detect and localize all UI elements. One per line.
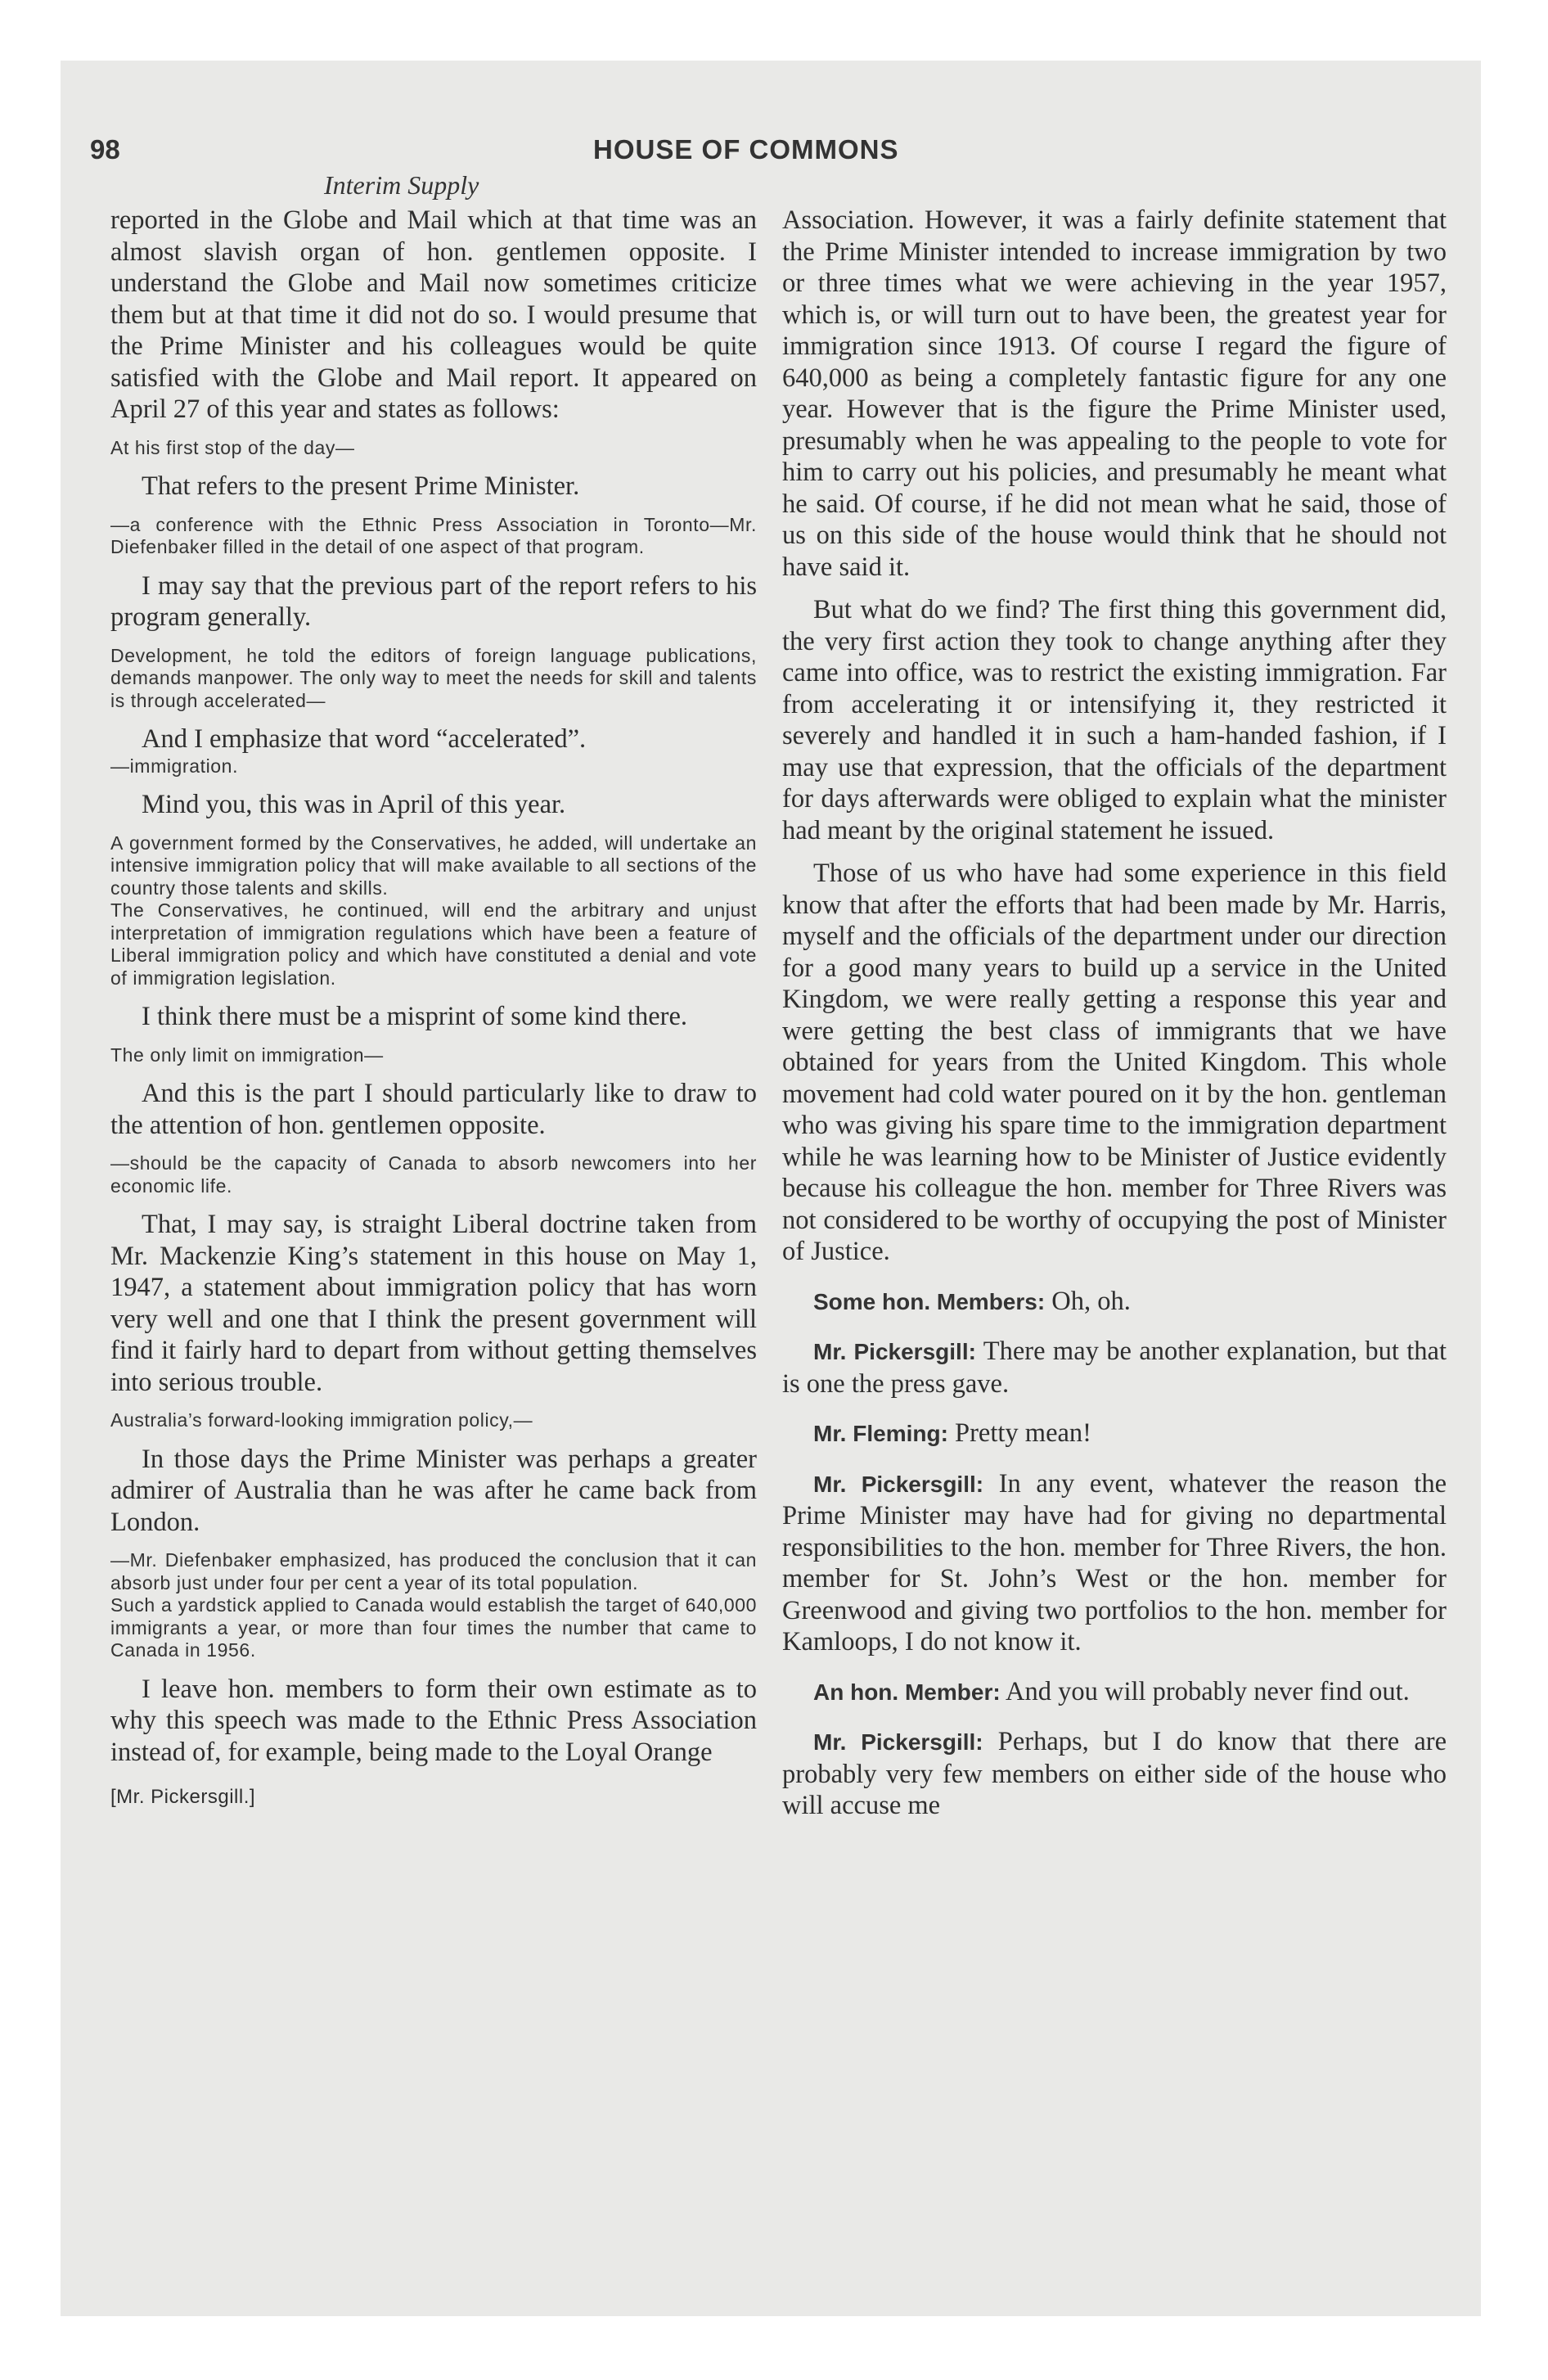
paragraph: I may say that the previous part of the report refers to his program generally. — [110, 570, 757, 632]
quotation: Such a yardstick applied to Canada would establish the target of 640,000 immigrants a year, or more than four times the number that came to Canada in 1956. — [110, 1594, 757, 1661]
quotation: —Mr. Diefenbaker emphasized, has produced the conclusion that it can absorb just under four per cent a year of its total population. — [110, 1549, 757, 1593]
speech-entry — [782, 1726, 1447, 1822]
section-subhead: Interim Supply — [324, 170, 479, 200]
speech-entry — [782, 1286, 1447, 1318]
paragraph: In those days the Prime Minister was perhaps a greater admirer of Australia than he was after he came back from London. — [110, 1444, 757, 1537]
page-number: 98 — [90, 134, 120, 165]
paragraph: I think there must be a misprint of some kind there. — [142, 1002, 688, 1031]
speaker-name: Mr. Pickersgill: — [813, 1339, 976, 1364]
speech-text: Oh, oh. — [1045, 1286, 1131, 1316]
left-column — [110, 205, 757, 1809]
speaker-name: Mr. Pickersgill: — [813, 1471, 984, 1497]
speech-text: Pretty mean! — [947, 1418, 1091, 1448]
quotation: A government formed by the Conservatives, he added, will undertake an intensive immigration policy that will make available to all sections of the country those talents and skills. — [110, 832, 757, 899]
quotation: The only limit on immigration— — [110, 1044, 384, 1066]
paragraph: I leave hon. members to form their own estimate as to why this speech was made to the Ethnic Press Association instead of, for example, being made to the Loyal Orange — [110, 1674, 757, 1767]
right-column — [782, 205, 1447, 1822]
paragraph: Those of us who have had some experience in this field know that after the efforts that had been made by Mr. Harris, myself and the officials of the department under our direction for a good many years to build up a service in the United Kingdom, we were really getting a response this year and were getting the best class of immigrants that we have obtained for years from the United Kingdom. This whole movement had cold water poured on it by the hon. gentleman who was giving his spare time to the immigration department while he was learning how to be Minister of Justice evidently because his colleague the hon. member for Three Rivers was not considered to be worthy of occupying the post of Minister of Justice. — [782, 859, 1447, 1266]
speech-text: There may be another explanation, but that is one the press gave. — [782, 1336, 1447, 1399]
speech-entry — [782, 1336, 1447, 1400]
speech-text: Perhaps, but I do know that there are probably very few members on either side of the house who will accuse me — [782, 1727, 1447, 1820]
speech-text: In any event, whatever the reason the Prime Minister may have had for giving no departmental responsibilities to the hon. member for Three Rivers, the hon. member for St. John’s West or the hon. member for Greenwood and giving two portfolios to the hon. member for Kamloops, I do not know it. — [782, 1468, 1447, 1657]
quotation: At his first stop of the day— — [110, 436, 355, 458]
speech-entry — [782, 1676, 1447, 1709]
quotation: —immigration. — [110, 755, 239, 777]
paragraph: That, I may say, is straight Liberal doctrine taken from Mr. Mackenzie King’s statement in this house on May 1, 1947, a statement about immigration policy that has worn very well and one that I think the present government will find it fairly hard to depart from without getting themselves into serious trouble. — [110, 1210, 757, 1397]
quotation: Development, he told the editors of foreign language publications, demands manpower. The only way to meet the needs for skill and talents is through accelerated— — [110, 644, 757, 711]
speaker-name: Some hon. Members: — [813, 1288, 1046, 1314]
paragraph: But what do we find? The first thing this government did, the very first action they took to change anything after they came into office, was to restrict the existing immigration. Far from accelerating it or intensifying it, they restricted it severely and handled it in such a ham-handed fashion, if I may use that expression, that the officials of the department for days afterwards were obliged to explain what the minister had meant by the original statement he issued. — [782, 595, 1447, 845]
quotation: Australia’s forward-looking immigration policy,— — [110, 1409, 533, 1431]
speech-entry — [782, 1468, 1447, 1658]
speech-text: And you will probably never find out. — [1000, 1676, 1410, 1706]
speaker-footer: [Mr. Pickersgill.] — [110, 1786, 256, 1808]
running-head: HOUSE OF COMMONS — [593, 134, 899, 165]
paragraph: That refers to the present Prime Minister. — [142, 471, 580, 501]
paragraph: Association. However, it was a fairly definite statement that the Prime Minister intended to increase immigration by two or three times what we were achieving in the year 1957, which is, or will turn out to have been, the greatest year for immigration since 1913. Of course I regard the figure of 640,000 as being a completely fantastic figure for any one year. However that is the figure the Prime Minister used, presumably when he was appealing to the people to vote for him to carry out his policies, and presumably he meant what he said. Of course, if he did not mean what he said, those of us on this side of the house would think that he should not have said it. — [782, 205, 1447, 582]
speaker-name: Mr. Fleming: — [813, 1421, 948, 1446]
speaker-name: An hon. Member: — [813, 1679, 1001, 1705]
paragraph: Mind you, this was in April of this year. — [142, 790, 566, 819]
quotation: —should be the capacity of Canada to absorb newcomers into her economic life. — [110, 1152, 757, 1197]
speech-entry — [782, 1418, 1447, 1450]
speaker-name: Mr. Pickersgill: — [813, 1729, 983, 1755]
quotation: —a conference with the Ethnic Press Association in Toronto—Mr. Diefenbaker filled in the detail of one aspect of that program. — [110, 513, 757, 557]
paragraph: And I emphasize that word “accelerated”. — [142, 724, 587, 754]
paragraph: reported in the Globe and Mail which at that time was an almost slavish organ of hon. gentlemen opposite. I understand the Globe and Mail now sometimes criticize them but at that time it did not do so. I would presume that the Prime Minister and his colleagues would be quite satisfied with the Globe and Mail report. It appeared on April 27 of this year and states as follows: — [110, 205, 757, 424]
paragraph: And this is the part I should particularly like to draw to the attention of hon. gentlemen opposite. — [110, 1079, 757, 1140]
quotation: The Conservatives, he continued, will end the arbitrary and unjust interpretation of immigration regulations which have been a feature of Liberal immigration policy and which have constituted a denial and vote of immigration legislation. — [110, 899, 757, 989]
